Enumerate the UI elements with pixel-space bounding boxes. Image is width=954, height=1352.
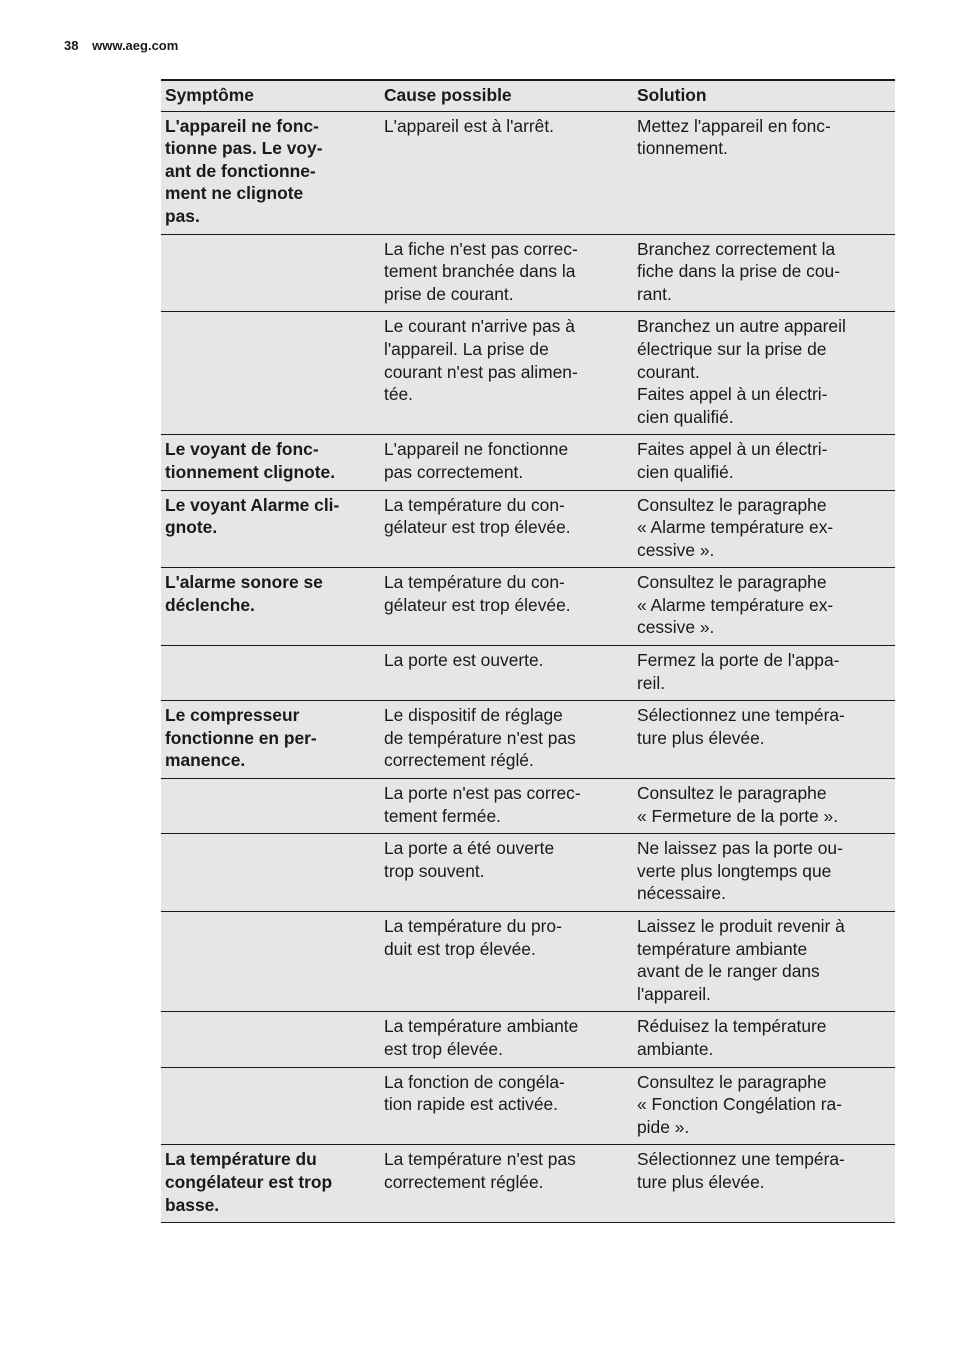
- symptom-cell: [161, 1067, 380, 1145]
- solution-cell: Consultez le paragraphe « Alarme température ex- cessive ».: [637, 494, 834, 560]
- solution-cell: Faites appel à un électri- cien qualifié.: [637, 439, 828, 482]
- cause-cell: La porte a été ouverte trop souvent.: [384, 838, 555, 881]
- cause-cell: Le courant n'arrive pas à l'appareil. La prise de courant n'est pas alimen- tée.: [384, 316, 578, 405]
- symptom-cell: [161, 312, 380, 435]
- symptom-cell: [161, 912, 380, 1012]
- symptom-cell: Le compresseur fonctionne en per- manence.: [165, 705, 317, 771]
- column-header-solution: Solution: [633, 80, 895, 111]
- solution-cell: Branchez correctement la fiche dans la prise de cou- rant.: [637, 238, 841, 304]
- solution-cell: Sélectionnez une tempéra- ture plus élevée.: [637, 1149, 845, 1192]
- solution-cell: Mettez l'appareil en fonc- tionnement.: [637, 115, 831, 159]
- symptom-cell: [161, 779, 380, 834]
- page-header: [64, 38, 178, 53]
- symptom-cell: L'alarme sonore se déclenche.: [165, 572, 323, 615]
- symptom-cell: Le voyant de fonc- tionnement clignote.: [165, 439, 336, 482]
- table-header-row: [161, 80, 895, 111]
- table-row: [161, 701, 895, 779]
- website-url[interactable]: www.aeg.com: [92, 38, 179, 53]
- solution-cell: Consultez le paragraphe « Fonction Congélation ra- pide ».: [637, 1071, 842, 1137]
- table-body: [161, 111, 895, 1223]
- table-row: [161, 779, 895, 834]
- cause-cell: La porte n'est pas correc- tement fermée.: [384, 783, 581, 826]
- cause-cell: La température n'est pas correctement réglée.: [384, 1149, 576, 1192]
- cause-cell: L'appareil ne fonctionne pas correctement.: [384, 439, 569, 482]
- cause-cell: La température du pro- duit est trop élevée.: [384, 916, 562, 959]
- cause-cell: La température du con- gélateur est trop élevée.: [384, 494, 571, 538]
- cause-cell: La température ambiante est trop élevée.: [384, 1016, 579, 1059]
- cause-cell: Le dispositif de réglage de température n'est pas correctement réglé.: [384, 705, 576, 771]
- table-row: [161, 834, 895, 912]
- page-number: 38: [64, 38, 79, 53]
- symptom-cell: [161, 834, 380, 912]
- solution-cell: Sélectionnez une tempéra- ture plus élevée.: [637, 705, 845, 748]
- table-row: [161, 1012, 895, 1067]
- table-row: [161, 111, 895, 234]
- table-row: [161, 1145, 895, 1223]
- column-header-cause: Cause possible: [380, 80, 633, 111]
- solution-cell: Réduisez la température ambiante.: [637, 1016, 827, 1059]
- solution-cell: Consultez le paragraphe « Alarme température ex- cessive ».: [637, 572, 834, 638]
- symptom-cell: [161, 1012, 380, 1067]
- table-row: [161, 435, 895, 490]
- table-row: [161, 234, 895, 312]
- table-row: [161, 646, 895, 701]
- solution-cell: Fermez la porte de l'appa- reil.: [637, 650, 840, 693]
- table-row: [161, 312, 895, 435]
- symptom-cell: La température du congélateur est trop basse.: [165, 1149, 333, 1215]
- cause-cell: La porte est ouverte.: [384, 650, 544, 671]
- solution-cell: Laissez le produit revenir à température ambiante avant de le ranger dans l'appareil.: [637, 916, 845, 1004]
- table-row: [161, 1067, 895, 1145]
- solution-cell: Branchez un autre appareil électrique sur la prise de courant. Faites appel à un électri- cien qualifié.: [637, 316, 846, 427]
- symptom-cell: [161, 234, 380, 312]
- table-row: [161, 912, 895, 1012]
- cause-cell: La fiche n'est pas correc- tement branchée dans la prise de courant.: [384, 238, 578, 304]
- solution-cell: Ne laissez pas la porte ou- verte plus longtemps que nécessaire.: [637, 838, 843, 904]
- symptom-cell: L'appareil ne fonc- tionne pas. Le voy- ant de fonctionne- ment ne clignote pas.: [165, 115, 323, 226]
- table-row: [161, 490, 895, 568]
- symptom-cell: Le voyant Alarme cli- gnote.: [165, 494, 340, 538]
- cause-cell: La fonction de congéla- tion rapide est activée.: [384, 1071, 565, 1115]
- troubleshooting-table: [161, 79, 895, 1223]
- cause-cell: L'appareil est à l'arrêt.: [384, 115, 555, 136]
- symptom-cell: [161, 646, 380, 701]
- column-header-symptom: Symptôme: [161, 80, 380, 111]
- solution-cell: Consultez le paragraphe « Fermeture de la porte ».: [637, 783, 839, 826]
- cause-cell: La température du con- gélateur est trop élevée.: [384, 572, 571, 615]
- table-row: [161, 568, 895, 646]
